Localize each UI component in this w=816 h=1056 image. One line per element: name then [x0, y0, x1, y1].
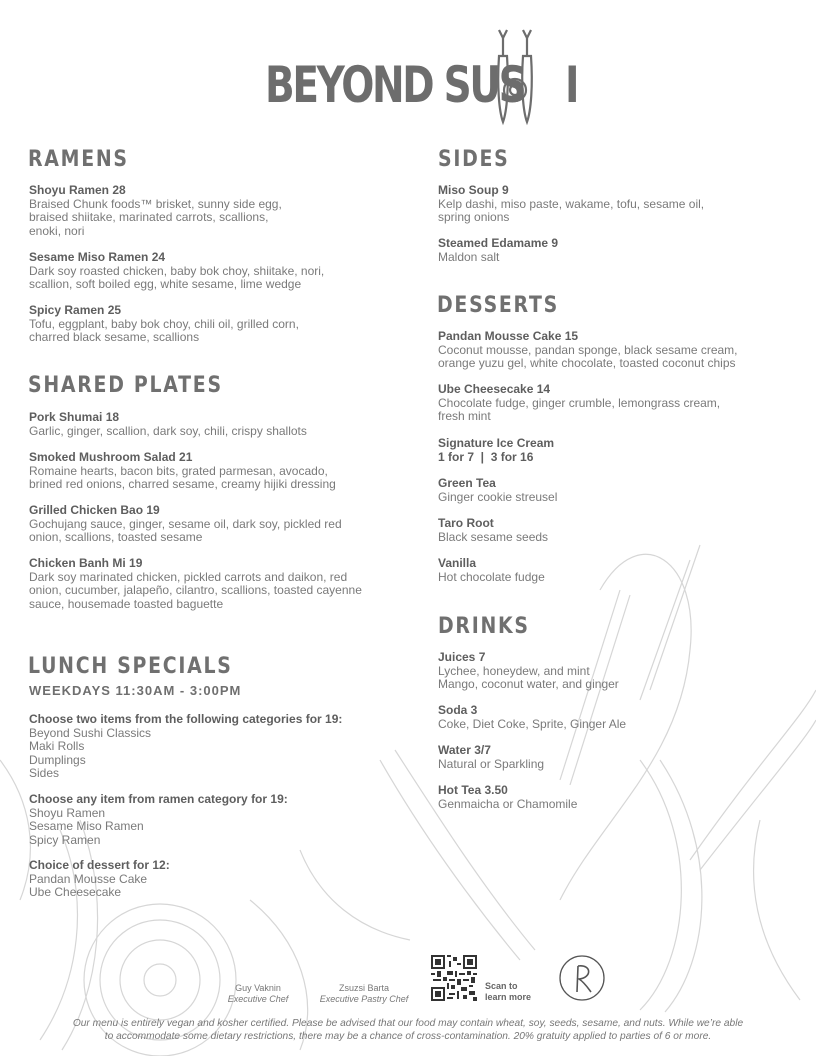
brand-name: BEYOND SUS I — [265, 56, 578, 114]
brand-logo — [265, 26, 665, 126]
desserts-title: DESSERTS — [437, 293, 559, 318]
menu-item: Ube Cheesecake 14 Chocolate fudge, ginger crumble, lemongrass cream, fresh mint — [438, 382, 721, 423]
menu-item: Steamed Edamame 9 Maldon salt — [438, 236, 559, 264]
menu-item: Hot Tea 3.50 Genmaicha or Chamomile — [438, 783, 578, 811]
menu-item: Vanilla Hot chocolate fudge — [438, 556, 545, 584]
menu-item: Grilled Chicken Bao 19 Gochujang sauce, ginger, sesame oil, dark soy, pickled red onion, scallions, toasted sesame — [29, 503, 342, 544]
qr-caption: Scan to learn more — [485, 981, 532, 1002]
lunch-specials-title: LUNCH SPECIALS — [28, 654, 233, 679]
dietary-disclaimer: Our menu is entirely vegan and kosher certified. Please be advised that our food may contain wheat, soy, seeds, sesame, and nuts. While we’re able to accommodate some dietary restrictions, there may be a chance of cross-contamination. 20% gratuity applied to parties of 6 or more. — [72, 1018, 744, 1042]
menu-item: Spicy Ramen 25 Tofu, eggplant, baby bok choy, chili oil, grilled corn, charred black sesame, scallions — [29, 303, 299, 344]
menu-item: Signature Ice Cream 1 for 7 | 3 for 16 — [438, 436, 555, 464]
menu-item: Soda 3 Coke, Diet Coke, Sprite, Ginger Ale — [438, 703, 627, 731]
r-monogram-logo-icon — [558, 954, 606, 1002]
menu-item: Water 3/7 Natural or Sparkling — [438, 743, 545, 771]
chef-credit: Zsuzsi Barta Executive Pastry Chef — [319, 983, 409, 1004]
qr-code-icon[interactable] — [431, 955, 477, 1001]
menu-item: Shoyu Ramen 28 Braised Chunk foods™ brisket, sunny side egg, braised shiitake, marinated carrots, scallions, enoki, nori — [29, 183, 282, 238]
drinks-title: DRINKS — [438, 614, 530, 639]
menu-item: Juices 7 Lychee, honeydew, and mint Mango, coconut water, and ginger — [438, 650, 619, 691]
sides-title: SIDES — [438, 147, 510, 172]
menu-item: Chicken Banh Mi 19 Dark soy marinated chicken, pickled carrots and daikon, red onion, cucumber, jalapeño, cilantro, scallions, toasted cayenne sauce, housemade toasted baguette — [29, 556, 362, 611]
menu-item: Pork Shumai 18 Garlic, ginger, scallion, dark soy, chili, crispy shallots — [29, 410, 307, 438]
menu-item: Pandan Mousse Cake 15 Coconut mousse, pandan sponge, black sesame cream, orange yuzu gel, white chocolate, toasted coconut chips — [438, 329, 738, 370]
menu-item: Smoked Mushroom Salad 21 Romaine hearts, bacon bits, grated parmesan, avocado, brined red onions, charred sesame, creamy hijiki dressing — [29, 450, 336, 491]
lunch-group: Choice of dessert for 12: Pandan Mousse Cake Ube Cheesecake — [29, 858, 170, 899]
menu-item: Miso Soup 9 Kelp dashi, miso paste, wakame, tofu, sesame oil, spring onions — [438, 183, 705, 224]
chopsticks-roll-icon — [491, 26, 541, 126]
lunch-group: Choose two items from the following categories for 19: Beyond Sushi Classics Maki Rolls Dumplings Sides — [29, 712, 343, 780]
ramens-title: RAMENS — [28, 147, 129, 172]
menu-item: Green Tea Ginger cookie streusel — [438, 476, 558, 504]
menu-item: Sesame Miso Ramen 24 Dark soy roasted chicken, baby bok choy, shiitake, nori, scallion, soft boiled egg, white sesame, lime wedge — [29, 250, 325, 291]
lunch-group: Choose any item from ramen category for 19: Shoyu Ramen Sesame Miso Ramen Spicy Ramen — [29, 792, 288, 847]
chef-credit: Guy Vaknin Executive Chef — [227, 983, 289, 1004]
menu-item: Taro Root Black sesame seeds — [438, 516, 549, 544]
shared-plates-title: SHARED PLATES — [28, 373, 223, 398]
lunch-hours: WEEKDAYS 11:30AM - 3:00PM — [29, 683, 242, 698]
